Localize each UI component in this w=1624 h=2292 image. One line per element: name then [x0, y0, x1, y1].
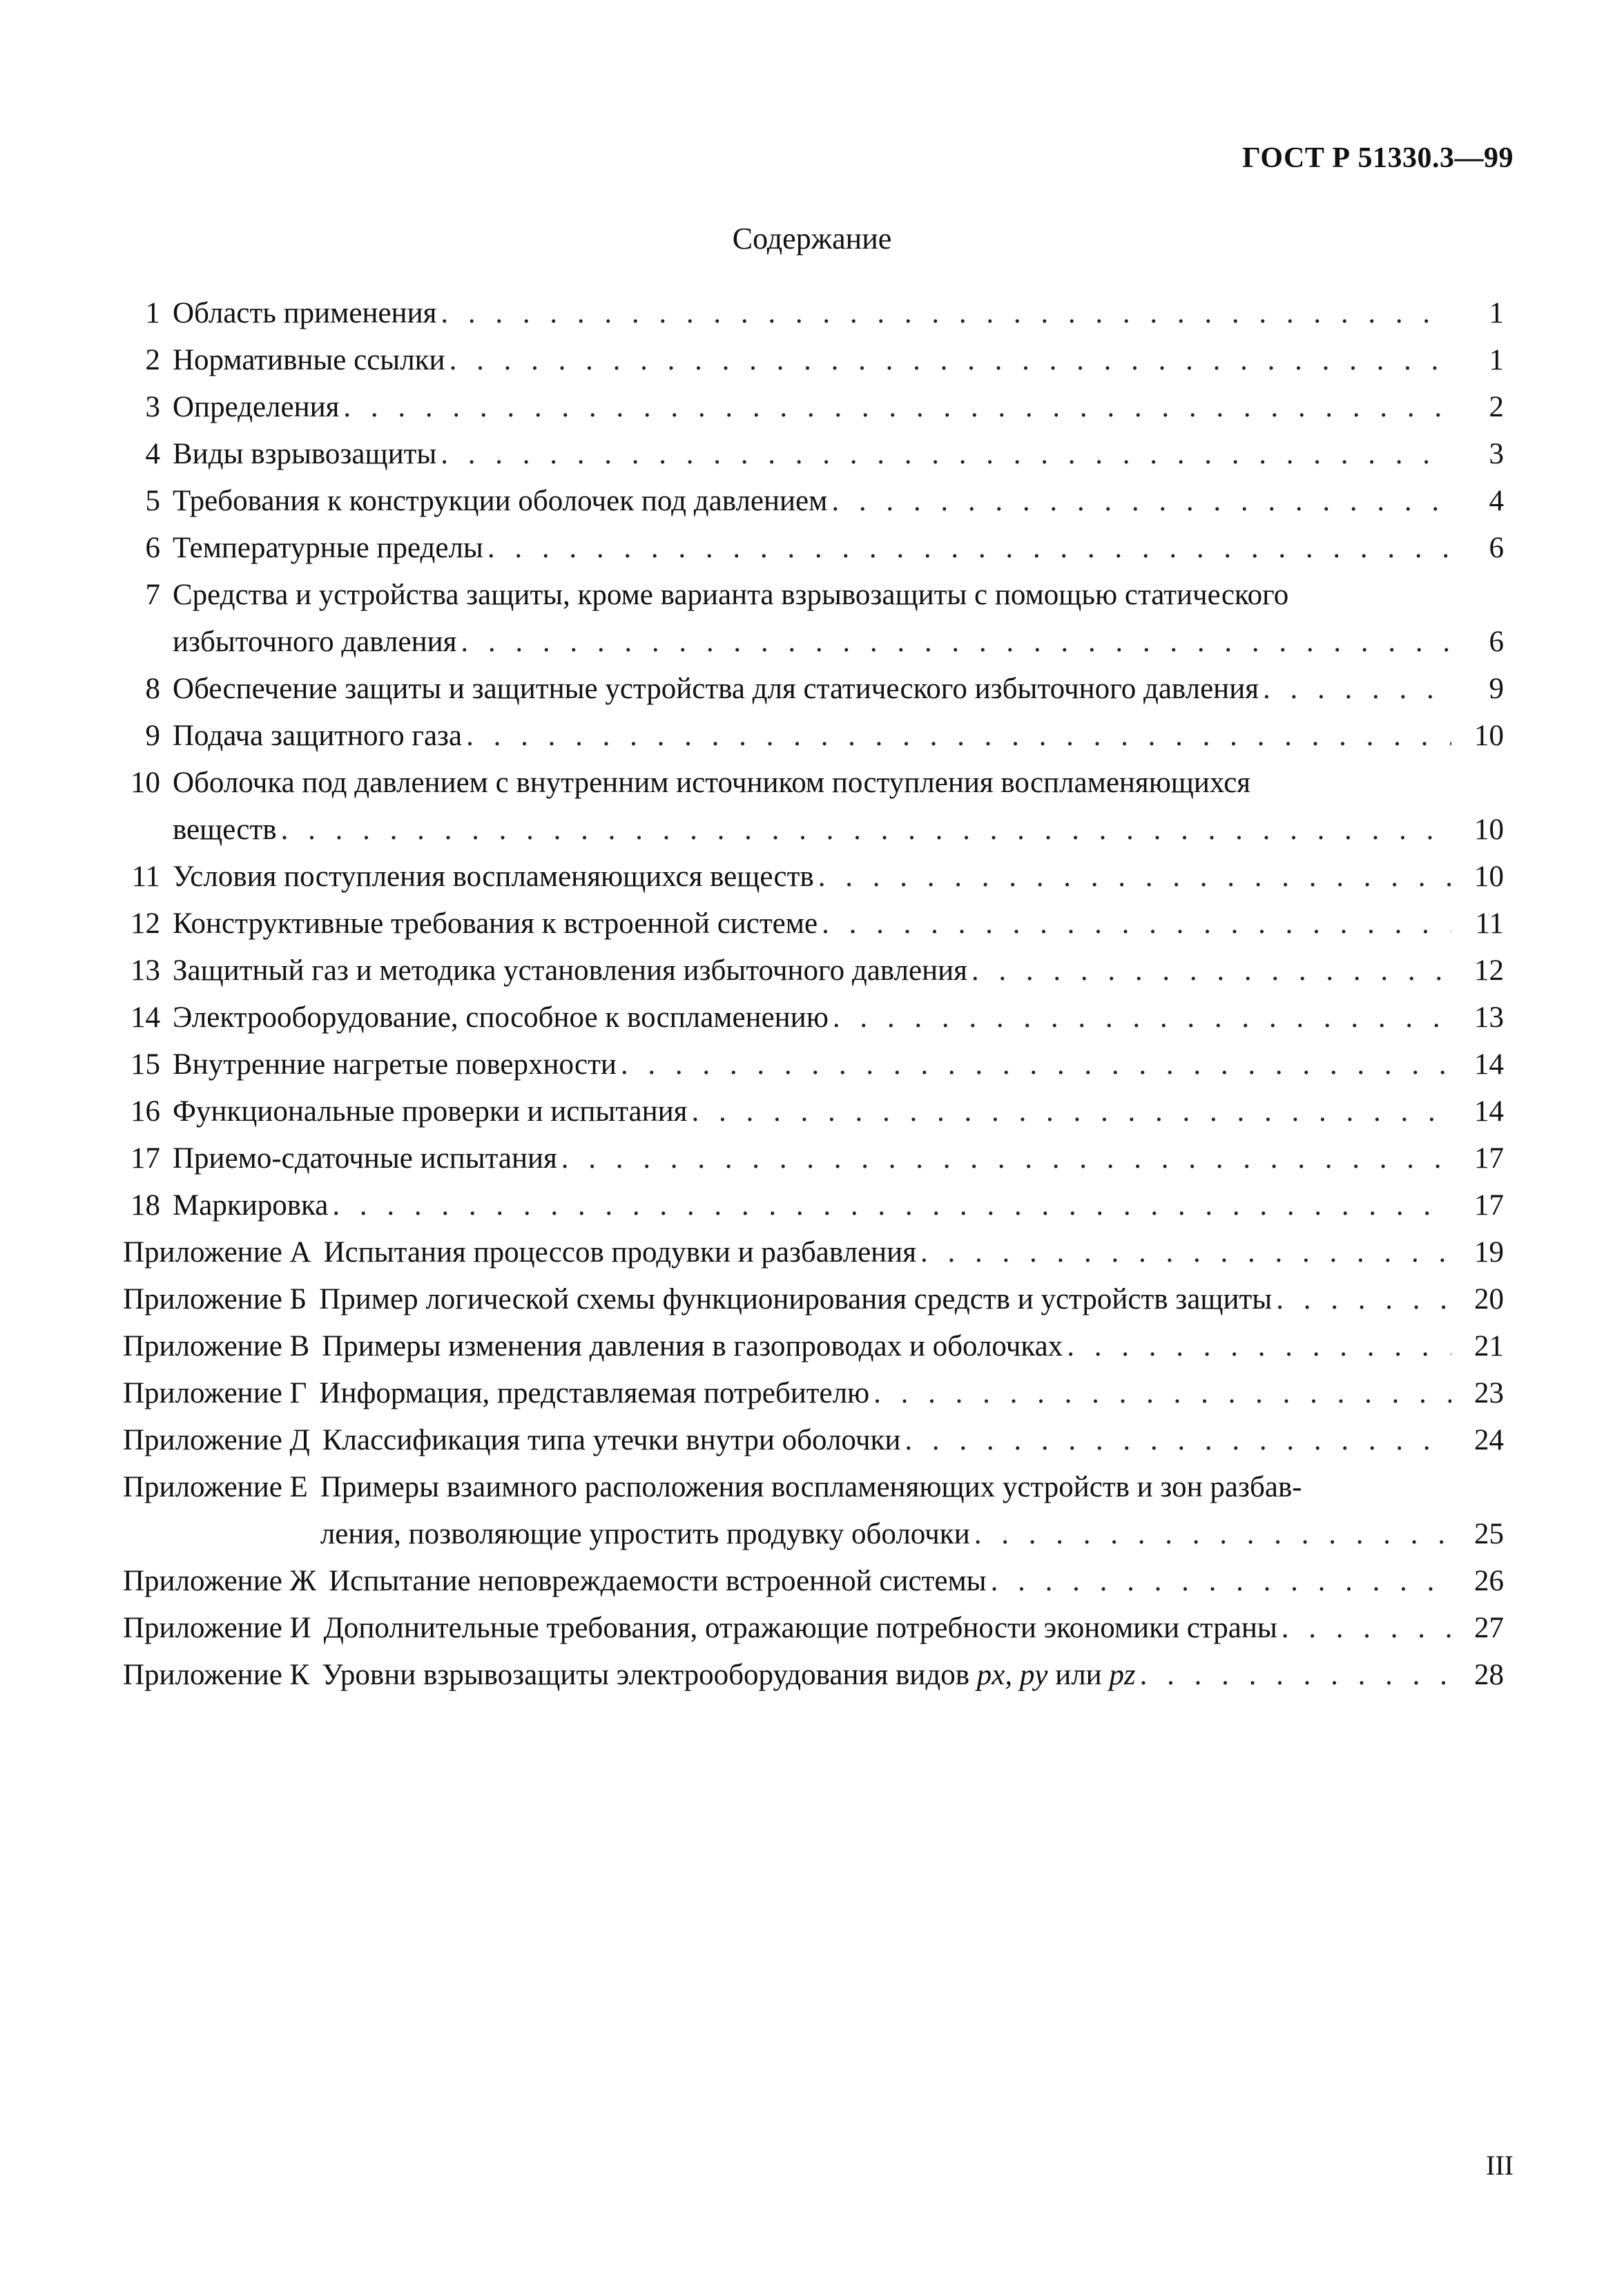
leader-dots	[991, 1558, 1451, 1605]
section-title: Приемо-сдаточные испытания	[173, 1142, 557, 1175]
section-number: 6	[145, 532, 160, 564]
leader-dots	[1263, 666, 1451, 713]
appendix-title: Испытание неповреждаемости встроенной системы	[329, 1565, 987, 1597]
toc-item-12[interactable]	[123, 901, 1504, 947]
leader-dots	[691, 1088, 1451, 1135]
page-number: 19	[1474, 1236, 1504, 1269]
page-number: 6	[1489, 626, 1504, 658]
section-title: Условия поступления воспламеняющихся веществ	[173, 860, 814, 893]
appendix-label: Приложение Д	[123, 1424, 310, 1456]
section-title: Маркировка	[173, 1189, 329, 1222]
section-title: Определения	[173, 391, 340, 423]
leader-dots	[833, 994, 1451, 1041]
page-number: 20	[1474, 1283, 1504, 1316]
page-number: 2	[1489, 391, 1504, 423]
toc-item-18[interactable]	[123, 1182, 1504, 1229]
section-title-line1: Оболочка под давлением с внутренним источником поступления воспламеняющихся	[173, 767, 1251, 799]
toc-appendix-b[interactable]	[123, 1276, 1504, 1323]
toc-item-2[interactable]	[123, 337, 1504, 384]
section-number: 12	[130, 907, 160, 940]
document-code: ГОСТ Р 51330.3—99	[1242, 142, 1514, 174]
toc-appendix-a[interactable]	[123, 1229, 1504, 1276]
toc-item-9[interactable]	[123, 713, 1504, 760]
leader-dots	[873, 1370, 1451, 1417]
section-title: Виды взрывозащиты	[173, 438, 437, 470]
section-title: Электрооборудование, способное к воспламенению	[173, 1001, 829, 1034]
leader-dots	[974, 1511, 1451, 1558]
toc-item-11[interactable]	[123, 854, 1504, 901]
appendix-title: Примеры изменения давления в газопроводах и оболочках	[322, 1330, 1063, 1362]
page-number: 12	[1474, 954, 1504, 987]
toc-appendix-i[interactable]	[123, 1605, 1504, 1652]
page-number: 24	[1474, 1424, 1504, 1456]
page-number: 1	[1489, 297, 1504, 329]
section-title: Область применения	[173, 297, 437, 329]
toc-item-6[interactable]	[123, 525, 1504, 572]
section-number: 8	[145, 673, 160, 705]
leader-dots	[621, 1041, 1451, 1088]
section-number: 15	[130, 1048, 160, 1081]
toc-item-1[interactable]	[123, 290, 1504, 337]
toc-item-15[interactable]	[123, 1041, 1504, 1088]
appendix-title: Информация, представляемая потребителю	[319, 1377, 870, 1409]
section-number: 5	[145, 485, 160, 517]
appendix-label: Приложение В	[123, 1330, 310, 1362]
section-number: 16	[130, 1095, 160, 1128]
section-number: 9	[145, 720, 160, 752]
leader-dots	[487, 525, 1451, 572]
toc-appendix-zh[interactable]	[123, 1558, 1504, 1605]
appendix-title-mid: или	[1047, 1659, 1110, 1691]
leader-dots	[822, 901, 1451, 947]
page-number: 17	[1474, 1142, 1504, 1175]
toc-appendix-g[interactable]	[123, 1370, 1504, 1417]
appendix-title: Дополнительные требования, отражающие потребности экономики страны	[323, 1612, 1277, 1644]
toc-item-13[interactable]	[123, 947, 1504, 994]
page-number: 27	[1474, 1612, 1504, 1644]
toc-appendix-e[interactable]	[123, 1464, 1504, 1558]
appendix-label: Приложение Е	[123, 1471, 308, 1503]
section-title: Функциональные проверки и испытания	[173, 1095, 688, 1128]
section-title: Обеспечение защиты и защитные устройства для статического избыточного давления	[173, 673, 1259, 705]
appendix-title: Пример логической схемы функционирования средств и устройств защиты	[319, 1283, 1273, 1316]
toc-item-14[interactable]	[123, 994, 1504, 1041]
section-title: Внутренние нагретые поверхности	[173, 1048, 617, 1081]
leader-dots	[441, 290, 1451, 337]
section-number: 2	[145, 344, 160, 376]
toc-appendix-d[interactable]	[123, 1417, 1504, 1464]
section-title-line2: избыточного давления	[173, 626, 457, 658]
appendix-title-pre: Уровни взрывозащиты электрооборудования видов	[322, 1659, 977, 1691]
section-title: Подача защитного газа	[173, 720, 463, 752]
appendix-title: Испытания процессов продувки и разбавления	[323, 1236, 916, 1269]
section-number: 10	[130, 767, 160, 799]
section-title: Конструктивные требования к встроенной системе	[173, 907, 818, 940]
leader-dots	[561, 1135, 1451, 1182]
leader-dots	[466, 713, 1451, 760]
toc-item-10[interactable]	[123, 760, 1504, 854]
section-number: 13	[130, 954, 160, 987]
toc-item-17[interactable]	[123, 1135, 1504, 1182]
toc-item-8[interactable]	[123, 666, 1504, 713]
toc-item-7[interactable]	[123, 572, 1504, 666]
appendix-label: Приложение А	[123, 1236, 311, 1269]
leader-dots	[281, 807, 1451, 854]
toc-item-5[interactable]	[123, 478, 1504, 525]
page-number: 6	[1489, 532, 1504, 564]
toc-appendix-k[interactable]	[123, 1652, 1504, 1699]
appendix-title: Классификация типа утечки внутри оболочки	[322, 1424, 901, 1456]
section-number: 1	[145, 297, 160, 329]
section-number: 18	[130, 1189, 160, 1222]
page-number: 4	[1489, 485, 1504, 517]
section-number: 14	[130, 1001, 160, 1034]
leader-dots	[818, 854, 1451, 901]
page-number: 10	[1474, 813, 1504, 846]
toc-title: Содержание	[732, 222, 892, 256]
appendix-label: Приложение И	[123, 1612, 311, 1644]
leader-dots	[1282, 1605, 1451, 1652]
page-number: 14	[1474, 1048, 1504, 1081]
page-number: 17	[1474, 1189, 1504, 1222]
section-title: Защитный газ и методика установления избыточного давления	[173, 954, 967, 987]
section-number: 11	[131, 860, 160, 893]
page-number: 25	[1474, 1518, 1504, 1550]
appendix-label: Приложение Ж	[123, 1565, 317, 1597]
leader-dots	[1276, 1276, 1451, 1323]
appendix-title-line1: Примеры взаимного расположения воспламеняющих устройств и зон разбав-	[320, 1471, 1302, 1503]
page-number: 9	[1489, 673, 1504, 705]
section-title: Нормативные ссылки	[173, 344, 445, 376]
toc-appendix-v[interactable]	[123, 1323, 1504, 1370]
page-number: 23	[1474, 1377, 1504, 1409]
appendix-title-italic2: pz	[1109, 1659, 1136, 1691]
toc-item-4[interactable]	[123, 431, 1504, 478]
leader-dots	[905, 1417, 1451, 1464]
leader-dots	[441, 431, 1451, 478]
appendix-title-italic: px, py	[976, 1659, 1048, 1691]
page-number: 3	[1489, 438, 1504, 470]
section-title-line1: Средства и устройства защиты, кроме варианта взрывозащиты с помощью статического	[173, 579, 1289, 611]
section-title: Температурные пределы	[173, 532, 483, 564]
page-number: 14	[1474, 1095, 1504, 1128]
section-title-line2: веществ	[173, 813, 277, 846]
page-number: 26	[1474, 1565, 1504, 1597]
leader-dots	[332, 1182, 1451, 1229]
leader-dots	[461, 619, 1451, 666]
section-number: 7	[145, 579, 160, 611]
table-of-contents	[123, 290, 1504, 1699]
page-footer-number: III	[1486, 2150, 1514, 2181]
appendix-title	[322, 1652, 1135, 1699]
appendix-label: Приложение К	[123, 1659, 310, 1691]
page-number: 21	[1474, 1330, 1504, 1362]
leader-dots	[831, 478, 1451, 525]
toc-item-16[interactable]	[123, 1088, 1504, 1135]
appendix-title-line2: ления, позволяющие упростить продувку оболочки	[320, 1518, 970, 1550]
leader-dots	[972, 947, 1451, 994]
leader-dots	[450, 337, 1451, 384]
toc-item-3[interactable]	[123, 384, 1504, 431]
section-title: Требования к конструкции оболочек под давлением	[173, 485, 828, 517]
section-number: 4	[145, 438, 160, 470]
appendix-label: Приложение Б	[123, 1283, 307, 1316]
page-number: 10	[1474, 860, 1504, 893]
section-number: 17	[130, 1142, 160, 1175]
page-number: 13	[1474, 1001, 1504, 1034]
page-number: 10	[1474, 720, 1504, 752]
appendix-label: Приложение Г	[123, 1377, 307, 1409]
section-number: 3	[145, 391, 160, 423]
leader-dots	[920, 1229, 1451, 1276]
leader-dots	[1067, 1323, 1451, 1370]
page-number: 1	[1489, 344, 1504, 376]
page-number: 11	[1475, 907, 1504, 940]
page-number: 28	[1474, 1659, 1504, 1691]
leader-dots	[343, 384, 1451, 431]
leader-dots	[1140, 1652, 1451, 1699]
